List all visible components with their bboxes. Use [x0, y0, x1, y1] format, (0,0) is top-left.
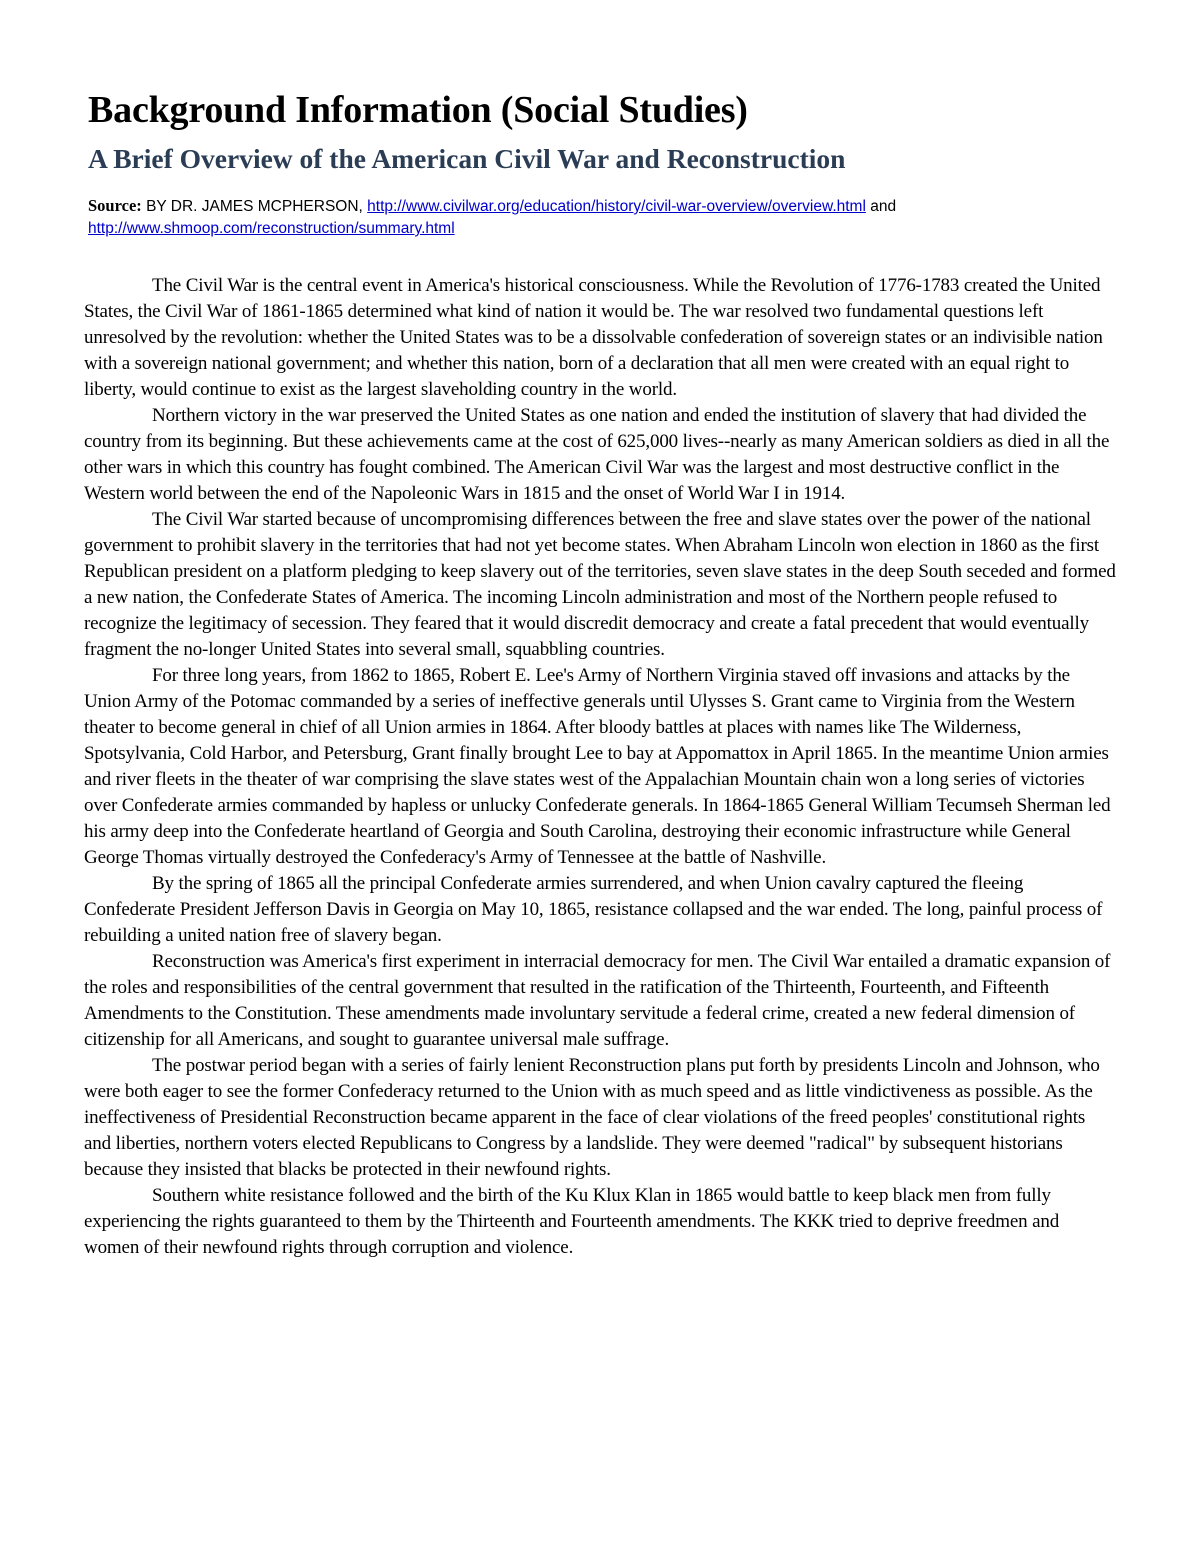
page-subtitle: A Brief Overview of the American Civil War and Reconstruction [88, 143, 846, 174]
paragraph-1: The Civil War is the central event in America's historical consciousness. While the Revolution of 1776-1783 created the United States, the Civil War of 1861-1865 determined what kind of nation it would be. The war resolved two fundamental questions left unresolved by the revolution: whether the United States was to be a dissolvable confederation of sovereign states or an indivisible nation with a sovereign national government; and whether this nation, born of a declaration that all men were created with an equal right to liberty, would continue to exist as the largest slaveholding country in the world. [84, 275, 1103, 400]
paragraph-3: The Civil War started because of uncompromising differences between the free and slave states over the power of the national government to prohibit slavery in the territories that had not yet become states. When Abraham Lincoln won election in 1860 as the first Republican president on a platform pledging to keep slavery out of the territories, seven slave states in the deep South seceded and formed a new nation, the Confederate States of America. The incoming Lincoln administration and most of the Northern people refused to recognize the legitimacy of secession. They feared that it would discredit democracy and create a fatal precedent that would eventually fragment the no-longer United States into several small, squabbling countries. [84, 509, 1116, 660]
paragraph-7: The postwar period began with a series of fairly lenient Reconstruction plans put forth by presidents Lincoln and Johnson, who were both eager to see the former Confederacy returned to the Union with as much speed and as little vindictiveness as possible. As the ineffectiveness of Presidential Reconstruction became apparent in the face of clear violations of the freed peoples' constitutional rights and liberties, northern voters elected Republicans to Congress by a landslide. They were deemed "radical" by subsequent historians because they insisted that blacks be protected in their newfound rights. [84, 1055, 1100, 1180]
paragraph-4: For three long years, from 1862 to 1865, Robert E. Lee's Army of Northern Virginia staved off invasions and attacks by the Union Army of the Potomac commanded by a series of ineffective generals until Ulysses S. Grant came to Virginia from the Western theater to become general in chief of all Union armies in 1864. After bloody battles at places with names like The Wilderness, Spotsylvania, Cold Harbor, and Petersburg, Grant finally brought Lee to bay at Appomattox in April 1865. In the meantime Union armies and river fleets in the theater of war comprising the slave states west of the Appalachian Mountain chain won a long series of victories over Confederate armies commanded by hapless or unlucky Confederate generals. In 1864-1865 General William Tecumseh Sherman led his army deep into the Confederate heartland of Georgia and South Carolina, destroying their economic infrastructure while General George Thomas virtually destroyed the Confederacy's Army of Tennessee at the battle of Nashville. [84, 665, 1111, 868]
paragraph-6: Reconstruction was America's first experiment in interracial democracy for men. The Civil War entailed a dramatic expansion of the roles and responsibilities of the central government that resulted in the ratification of the Thirteenth, Fourteenth, and Fifteenth Amendments to the Constitution. These amendments made involuntary servitude a federal crime, created a new federal dimension of citizenship for all Americans, and sought to guarantee universal male suffrage. [84, 951, 1111, 1050]
paragraph-2: Northern victory in the war preserved the United States as one nation and ended the institution of slavery that had divided the country from its beginning. But these achievements came at the cost of 625,000 lives--nearly as many American soldiers as died in all the other wars in which this country has fought combined. The American Civil War was the largest and most destructive conflict in the Western world between the end of the Napoleonic Wars in 1815 and the onset of World War I in 1914. [84, 405, 1110, 504]
document-page [84, 88, 1116, 1261]
source-citation [88, 195, 1116, 240]
source-link-civilwar[interactable]: http://www.civilwar.org/education/history/civil-war-overview/overview.html [367, 198, 866, 215]
source-connector: and [865, 198, 897, 215]
paragraph-5: By the spring of 1865 all the principal Confederate armies surrendered, and when Union cavalry captured the fleeing Confederate President Jefferson Davis in Georgia on May 10, 1865, resistance collapsed and the war ended. The long, painful process of rebuilding a united nation free of slavery began. [84, 873, 1103, 946]
paragraph-8: Southern white resistance followed and the birth of the Ku Klux Klan in 1865 would battle to keep black men from fully experiencing the rights guaranteed to them by the Thirteenth and Fourteenth amendments. The KKK tried to deprive freedmen and women of their newfound rights through corruption and violence. [84, 1185, 1060, 1258]
page-title: Background Information (Social Studies) [88, 89, 748, 131]
source-author: BY DR. JAMES MCPHERSON, [141, 198, 368, 215]
source-label: Source: [88, 196, 142, 215]
source-link-shmoop[interactable]: http://www.shmoop.com/reconstruction/summary.html [88, 220, 455, 237]
article-body [84, 273, 1116, 1261]
